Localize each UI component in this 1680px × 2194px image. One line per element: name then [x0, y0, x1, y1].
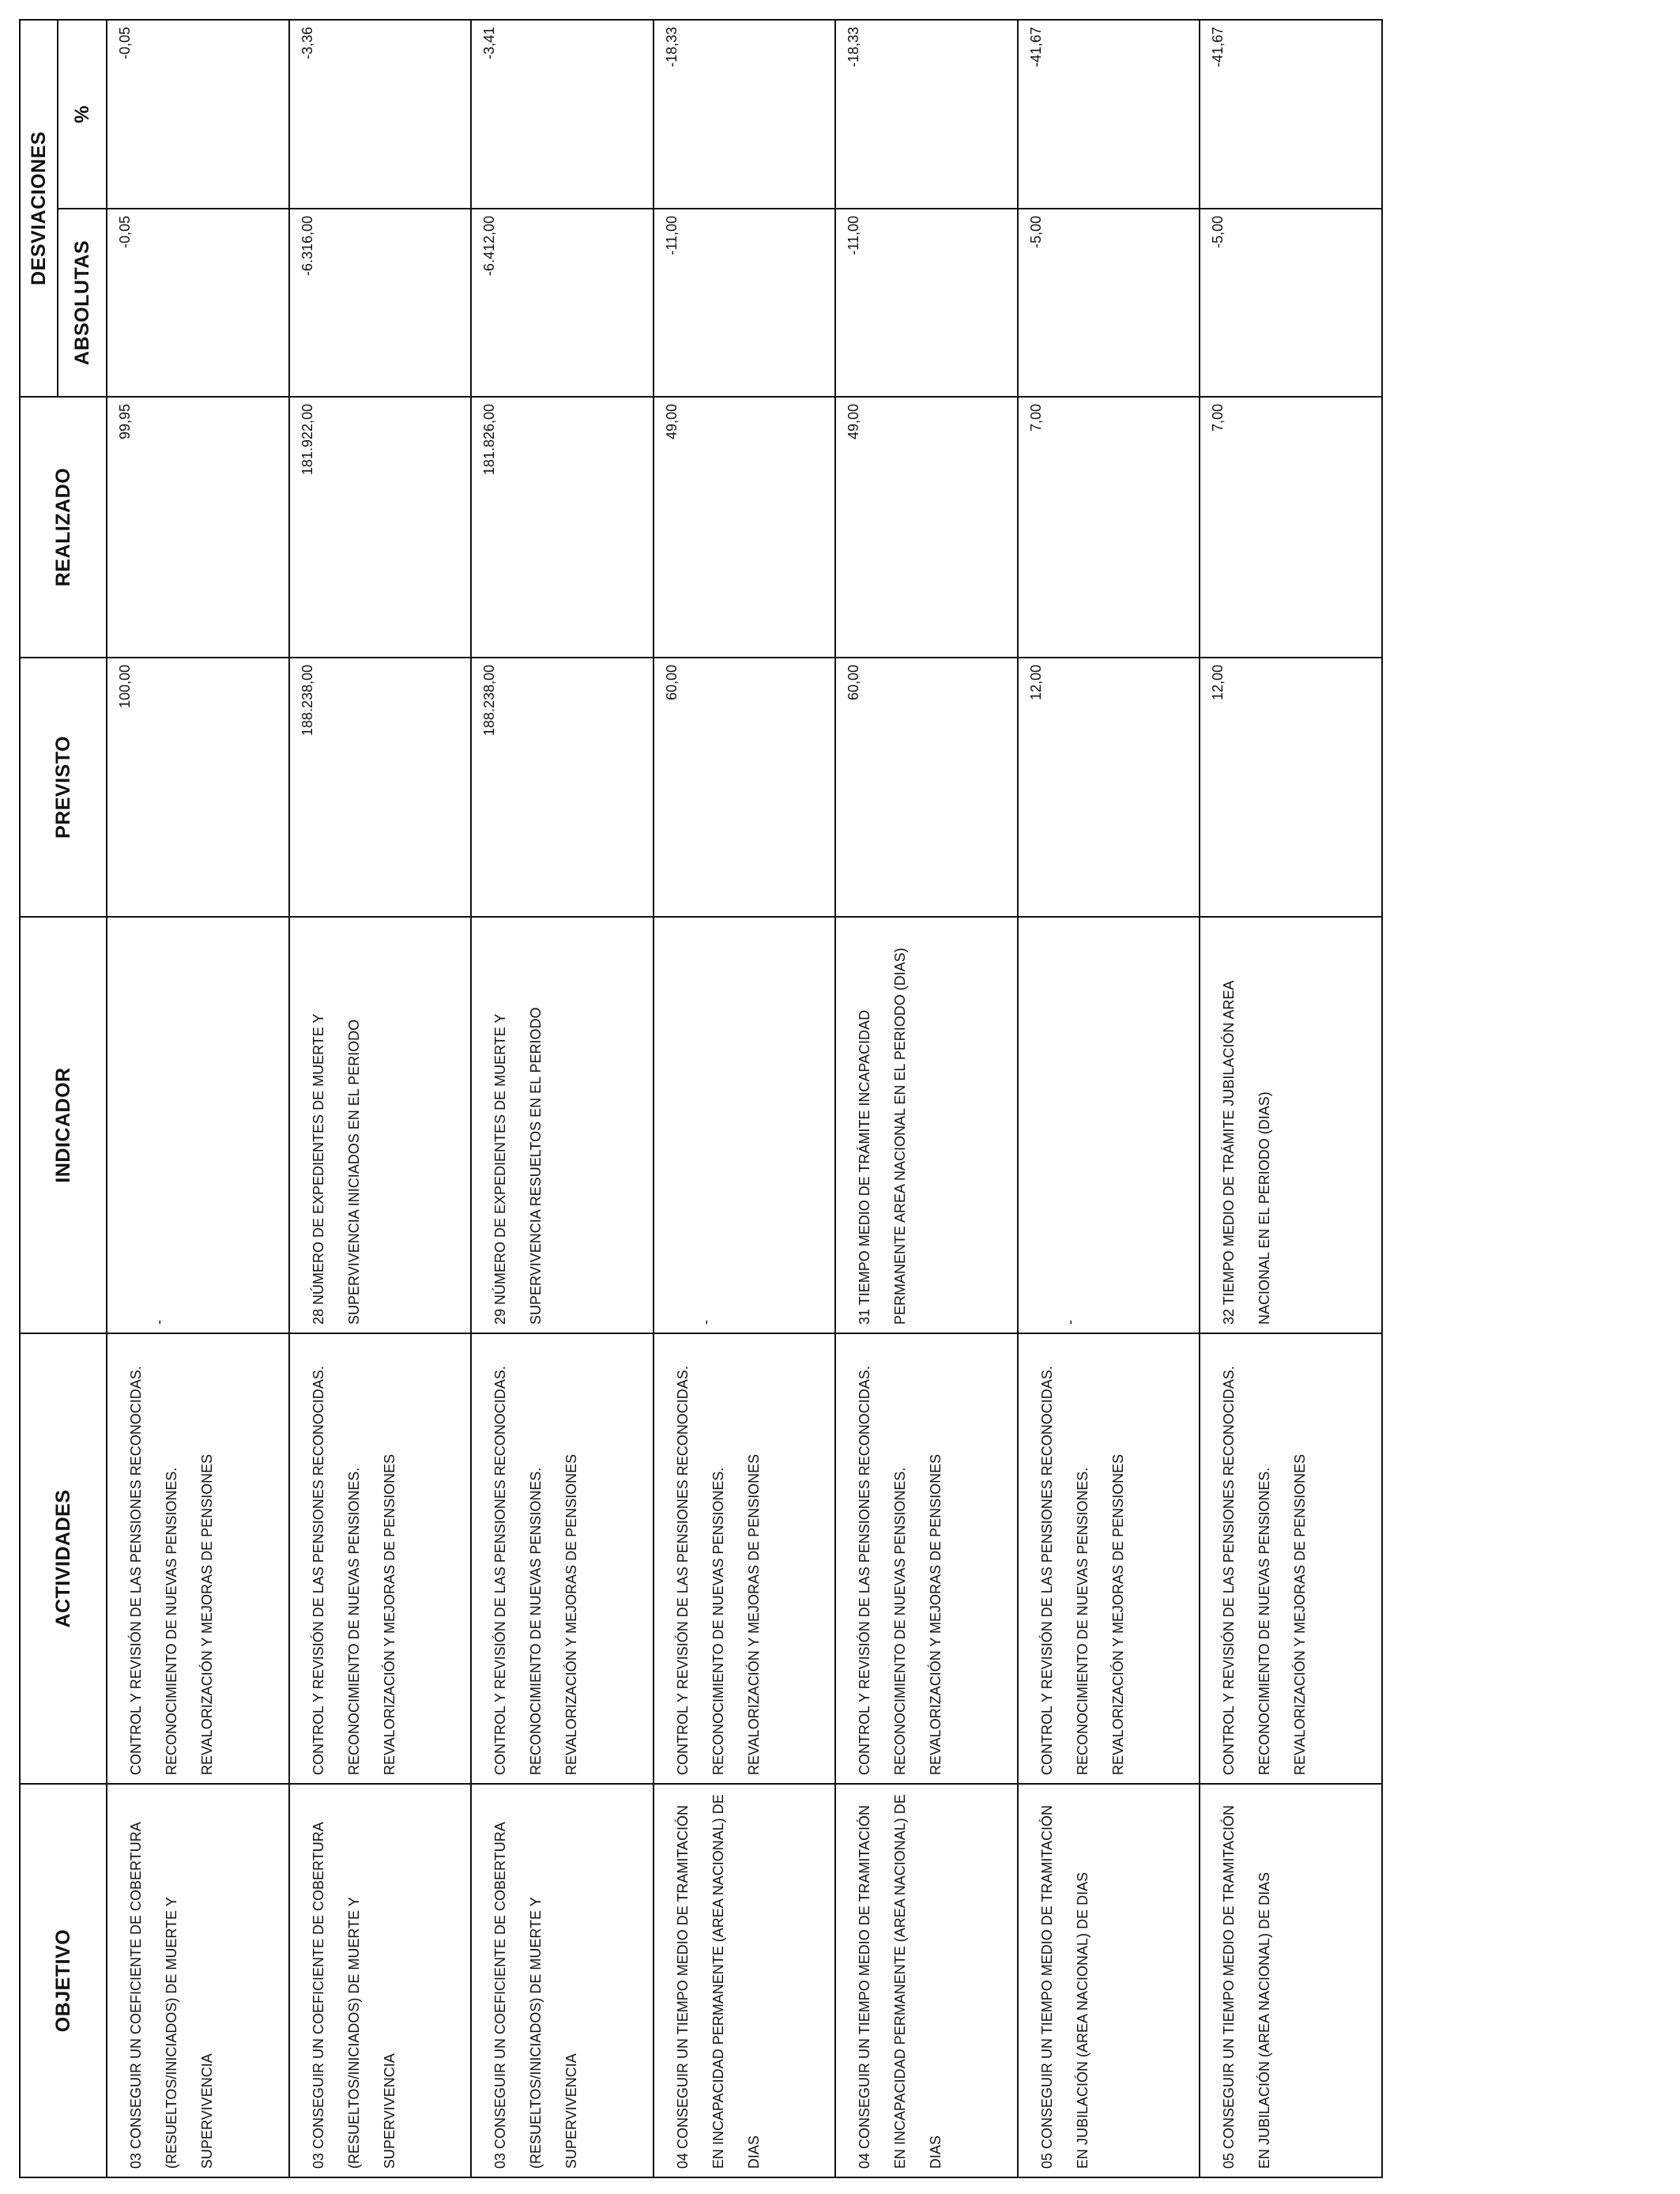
realizado-cell: 7,00 [1018, 397, 1200, 658]
porcentaje-cell: -18,33 [835, 20, 1018, 209]
absolutas-cell: -0,05 [107, 209, 289, 397]
previsto-cell: 188.238,00 [471, 658, 654, 917]
actividades-cell: CONTROL Y REVISIÓN DE LAS PENSIONES RECONOCIDAS. RECONOCIMIENTO DE NUEVAS PENSIONES. REVALORIZACIÓN Y MEJORAS DE PENSIONES [289, 1333, 472, 1784]
table-body [107, 20, 1382, 2177]
absolutas-cell: -6.412,00 [471, 209, 654, 397]
absolutas-cell: -11,00 [835, 209, 1018, 397]
realizado-cell: 99,95 [107, 397, 289, 658]
absolutas-cell: -5,00 [1200, 209, 1382, 397]
porcentaje-cell: -18,33 [654, 20, 836, 209]
objetivo-cell: 03 CONSEGUIR UN COEFICIENTE DE COBERTURA (RESUELTOS/INICIADOS) DE MUERTE Y SUPERVIVENCIA [107, 1784, 289, 2177]
realizado-cell: 181.922,00 [289, 397, 472, 658]
actividades-cell: CONTROL Y REVISIÓN DE LAS PENSIONES RECONOCIDAS. RECONOCIMIENTO DE NUEVAS PENSIONES. REVALORIZACIÓN Y MEJORAS DE PENSIONES [654, 1333, 836, 1784]
porcentaje-cell: -41,67 [1018, 20, 1200, 209]
table-row [654, 20, 836, 2177]
indicador-cell: 28 NÚMERO DE EXPEDIENTES DE MUERTE Y SUPERVIVENCIA INICIADOS EN EL PERIODO [289, 917, 472, 1333]
header-realizado: REALIZADO [20, 397, 107, 658]
porcentaje-cell: -3,41 [471, 20, 654, 209]
indicador-cell: - [107, 917, 289, 1333]
actividades-cell: CONTROL Y REVISIÓN DE LAS PENSIONES RECONOCIDAS. RECONOCIMIENTO DE NUEVAS PENSIONES. REVALORIZACIÓN Y MEJORAS DE PENSIONES [471, 1333, 654, 1784]
absolutas-cell: -6.316,00 [289, 209, 472, 397]
header-actividades: ACTIVIDADES [20, 1333, 107, 1784]
previsto-cell: 100,00 [107, 658, 289, 917]
actividades-cell: CONTROL Y REVISIÓN DE LAS PENSIONES RECONOCIDAS. RECONOCIMIENTO DE NUEVAS PENSIONES. REVALORIZACIÓN Y MEJORAS DE PENSIONES [107, 1333, 289, 1784]
table-row [107, 20, 289, 2177]
porcentaje-cell: -41,67 [1200, 20, 1382, 209]
actividades-cell: CONTROL Y REVISIÓN DE LAS PENSIONES RECONOCIDAS. RECONOCIMIENTO DE NUEVAS PENSIONES. REVALORIZACIÓN Y MEJORAS DE PENSIONES [835, 1333, 1018, 1784]
indicador-cell: 31 TIEMPO MEDIO DE TRÁMITE INCAPACIDAD PERMANENTE AREA NACIONAL EN EL PERIODO (DIAS) [835, 917, 1018, 1333]
objetivo-cell: 05 CONSEGUIR UN TIEMPO MEDIO DE TRAMITACIÓN EN JUBILACIÓN (AREA NACIONAL) DE DIAS [1200, 1784, 1382, 2177]
previsto-cell: 188.238,00 [289, 658, 472, 917]
previsto-cell: 12,00 [1200, 658, 1382, 917]
actividades-cell: CONTROL Y REVISIÓN DE LAS PENSIONES RECONOCIDAS. RECONOCIMIENTO DE NUEVAS PENSIONES. REVALORIZACIÓN Y MEJORAS DE PENSIONES [1200, 1333, 1382, 1784]
indicador-cell: 29 NÚMERO DE EXPEDIENTES DE MUERTE Y SUPERVIVENCIA RESUELTOS EN EL PERIODO [471, 917, 654, 1333]
porcentaje-cell: -3,36 [289, 20, 472, 209]
header-previsto: PREVISTO [20, 658, 107, 917]
header-porcentaje: % [58, 20, 107, 209]
rotated-page [19, 21, 1383, 2178]
header-indicador: INDICADOR [20, 917, 107, 1333]
realizado-cell: 49,00 [835, 397, 1018, 658]
table-row [289, 20, 472, 2177]
porcentaje-cell: -0,05 [107, 20, 289, 209]
header-absolutas: ABSOLUTAS [58, 209, 107, 397]
realizado-cell: 7,00 [1200, 397, 1382, 658]
actividades-cell: CONTROL Y REVISIÓN DE LAS PENSIONES RECONOCIDAS. RECONOCIMIENTO DE NUEVAS PENSIONES. REVALORIZACIÓN Y MEJORAS DE PENSIONES [1018, 1333, 1200, 1784]
table-row [1018, 20, 1200, 2177]
absolutas-cell: -11,00 [654, 209, 836, 397]
table-row [835, 20, 1018, 2177]
absolutas-cell: -5,00 [1018, 209, 1200, 397]
header-desviaciones: DESVIACIONES [20, 20, 58, 397]
realizado-cell: 49,00 [654, 397, 836, 658]
previsto-cell: 60,00 [654, 658, 836, 917]
objetivo-cell: 05 CONSEGUIR UN TIEMPO MEDIO DE TRAMITACIÓN EN JUBILACIÓN (AREA NACIONAL) DE DIAS [1018, 1784, 1200, 2177]
table-row [471, 20, 654, 2177]
indicador-cell: - [654, 917, 836, 1333]
objetivo-cell: 03 CONSEGUIR UN COEFICIENTE DE COBERTURA (RESUELTOS/INICIADOS) DE MUERTE Y SUPERVIVENCIA [471, 1784, 654, 2177]
objetivo-cell: 03 CONSEGUIR UN COEFICIENTE DE COBERTURA (RESUELTOS/INICIADOS) DE MUERTE Y SUPERVIVENCIA [289, 1784, 472, 2177]
table-row [1200, 20, 1382, 2177]
objetivo-cell: 04 CONSEGUIR UN TIEMPO MEDIO DE TRAMITACIÓN EN INCAPACIDAD PERMANENTE (AREA NACIONAL) DE DIAS [835, 1784, 1018, 2177]
previsto-cell: 12,00 [1018, 658, 1200, 917]
previsto-cell: 60,00 [835, 658, 1018, 917]
header-objetivo: OBJETIVO [20, 1784, 107, 2177]
indicador-cell: 32 TIEMPO MEDIO DE TRÁMITE JUBILACIÓN AREA NACIONAL EN EL PERIODO (DIAS) [1200, 917, 1382, 1333]
indicador-cell: - [1018, 917, 1200, 1333]
objetivo-cell: 04 CONSEGUIR UN TIEMPO MEDIO DE TRAMITACIÓN EN INCAPACIDAD PERMANENTE (AREA NACIONAL) DE DIAS [654, 1784, 836, 2177]
objectives-table [19, 19, 1383, 2178]
realizado-cell: 181.826,00 [471, 397, 654, 658]
